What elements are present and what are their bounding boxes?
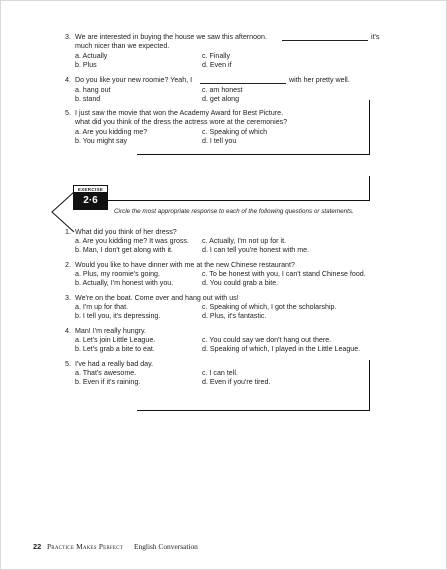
- option-c[interactable]: c. You could say we don't hang out there.: [202, 336, 332, 344]
- question-text: much nicer than we expected.: [75, 42, 170, 50]
- question-text: Man! I'm really hungry.: [75, 327, 147, 335]
- option-b: b. stand: [75, 95, 101, 103]
- option-c[interactable]: c. Speaking of which, I got the scholarship.: [202, 303, 337, 311]
- question-number: 3.: [65, 294, 71, 302]
- option-a: a. Actually: [75, 52, 108, 60]
- option-d[interactable]: d. Speaking of which, I played in the Little League.: [202, 345, 361, 353]
- option-b[interactable]: b. Man, I don't get along with it.: [75, 246, 173, 254]
- option-a[interactable]: a. That's awesome.: [75, 369, 137, 377]
- option-a: a. hang out: [75, 86, 111, 94]
- option-b[interactable]: b. Actually, I'm honest with you.: [75, 279, 174, 287]
- option-c: c. am honest: [202, 86, 243, 94]
- exercise-frame-right: [369, 100, 370, 155]
- exercise-tab: EXERCISE: [73, 185, 108, 194]
- option-d[interactable]: d. Even if you're tired.: [202, 378, 271, 386]
- question-text: I just saw the movie that won the Academy Award for Best Picture.: [75, 109, 284, 117]
- option-b: b. You might say: [75, 137, 128, 145]
- option-d: d. I tell you: [202, 137, 237, 145]
- book-title: Practice Makes Perfect: [47, 542, 123, 551]
- exercise-frame-bottom: [137, 154, 370, 155]
- option-a[interactable]: a. Let's join Little League.: [75, 336, 156, 344]
- option-c: c. Speaking of which: [202, 128, 268, 136]
- option-a[interactable]: a. Plus, my roomie's going.: [75, 270, 160, 278]
- question-text: it's: [371, 33, 380, 41]
- question-number: 3.: [65, 33, 71, 41]
- question-text: I've had a really bad day.: [75, 360, 154, 368]
- question-text: What did you think of her dress?: [75, 228, 177, 236]
- question-number: 5.: [65, 360, 71, 368]
- option-b[interactable]: b. I tell you, it's depressing.: [75, 312, 161, 320]
- question-text: Would you like to have dinner with me at the new Chinese restaurant?: [75, 261, 295, 269]
- option-c[interactable]: c. I can tell.: [202, 369, 238, 377]
- option-d[interactable]: d. Plus, it's fantastic.: [202, 312, 267, 320]
- exercise-number-badge: 2·6: [73, 192, 108, 210]
- option-d: d. get along: [202, 95, 240, 103]
- option-c[interactable]: c. To be honest with you, I can't stand Chinese food.: [202, 270, 366, 278]
- question-text: We are interested in buying the house we saw this afternoon.: [75, 33, 267, 41]
- question-number: 1.: [65, 228, 71, 236]
- exercise-frame-right: [369, 360, 370, 411]
- option-d: d. Even if: [202, 61, 232, 69]
- option-d[interactable]: d. You could grab a bite.: [202, 279, 279, 287]
- option-b[interactable]: b. Even if it's raining.: [75, 378, 141, 386]
- question-number: 2.: [65, 261, 71, 269]
- option-b: b. Plus: [75, 61, 97, 69]
- question-number: 4.: [65, 327, 71, 335]
- exercise-header-rule: [106, 200, 369, 201]
- page-number: 22: [33, 542, 42, 551]
- option-a[interactable]: a. Are you kidding me? It was gross.: [75, 237, 189, 245]
- option-a: a. Are you kidding me?: [75, 128, 148, 136]
- option-c: c. Finally: [202, 52, 230, 60]
- question-text: with her pretty well.: [289, 76, 350, 84]
- section-title: English Conversation: [134, 542, 198, 551]
- question-number: 4.: [65, 76, 71, 84]
- option-c[interactable]: c. Actually, I'm not up for it.: [202, 237, 287, 245]
- option-b[interactable]: b. Let's grab a bite to eat.: [75, 345, 155, 353]
- answer-blank[interactable]: [200, 83, 286, 84]
- question-text: Do you like your new roomie? Yeah, I: [75, 76, 193, 84]
- exercise-frame-bottom: [137, 410, 370, 411]
- exercise-instruction: Circle the most appropriate response to each of the following questions or statements.: [114, 208, 354, 215]
- option-d[interactable]: d. I can tell you're honest with me.: [202, 246, 310, 254]
- answer-blank[interactable]: [282, 40, 368, 41]
- question-text: what did you think of the dress the actress wore at the ceremonies?: [75, 118, 288, 126]
- question-number: 5.: [65, 109, 71, 117]
- question-text: We're on the boat. Come over and hang out with us!: [75, 294, 239, 302]
- exercise-frame-right: [369, 176, 370, 201]
- option-a[interactable]: a. I'm up for that.: [75, 303, 129, 311]
